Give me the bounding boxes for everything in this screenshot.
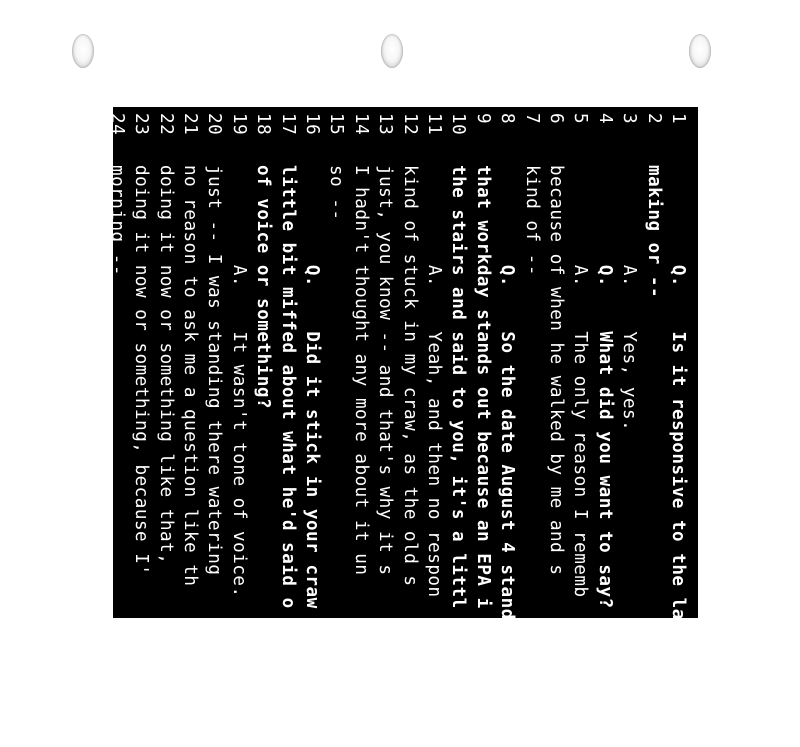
transcript-line <box>446 107 470 747</box>
line-text: I hadn't thought any more about it un <box>350 165 371 576</box>
transcript-line <box>129 107 153 747</box>
line-text: making or -- <box>643 165 664 299</box>
transcript-line <box>275 107 299 747</box>
line-text: A. Yeah, and then no respon <box>424 165 444 598</box>
line-number: 5 <box>570 113 591 125</box>
transcript-line <box>544 107 568 747</box>
transcript-line <box>300 107 324 747</box>
line-number: 21 <box>180 113 200 136</box>
transcript-line <box>373 107 397 747</box>
line-number: 24 <box>106 113 127 136</box>
line-number: 10 <box>448 113 469 136</box>
line-number: 16 <box>302 113 322 136</box>
line-text: that workday stands out because an EPA i <box>472 165 493 609</box>
line-text: kind of -- <box>521 165 542 276</box>
line-number: 17 <box>277 113 298 136</box>
line-number: 4 <box>594 113 615 125</box>
line-number: 11 <box>424 113 444 136</box>
transcript-line <box>324 107 348 747</box>
line-text: little bit miffed about what he'd said o <box>277 165 298 609</box>
line-text: the stairs and said to you, it's a littl <box>448 165 469 609</box>
line-text: of voice or something? <box>253 165 274 410</box>
line-text: A. It wasn't tone of voice. <box>228 165 249 598</box>
line-number: 1 <box>668 113 688 125</box>
line-text: Q. What did you want to say? <box>594 165 615 609</box>
transcript-line <box>251 107 275 747</box>
punch-hole-right <box>689 34 711 68</box>
line-text: so -- <box>326 165 347 221</box>
line-number: 22 <box>155 113 176 136</box>
line-number: 8 <box>497 113 518 125</box>
transcript-line <box>470 107 494 747</box>
line-number: 7 <box>521 113 542 125</box>
line-text: doing it now or something, because I' <box>131 165 152 576</box>
line-number: 9 <box>472 113 493 125</box>
line-number: 15 <box>326 113 347 136</box>
transcript-line <box>178 107 202 747</box>
line-text: A. Yes, yes. <box>619 165 640 432</box>
line-number: 23 <box>131 113 152 136</box>
transcript-line <box>519 107 543 747</box>
line-number: 3 <box>619 113 640 125</box>
line-number: 20 <box>204 113 225 136</box>
transcript-line <box>104 107 128 747</box>
transcript-line <box>202 107 226 747</box>
transcript-text <box>106 107 698 747</box>
line-text: Q. Is it responsive to the las <box>668 165 688 631</box>
transcript-line <box>617 107 641 747</box>
transcript-line <box>348 107 372 747</box>
line-number: 6 <box>546 113 566 125</box>
punch-hole-left <box>72 34 94 68</box>
line-number: 2 <box>643 113 664 125</box>
line-text: morning -- <box>106 165 127 276</box>
transcript-line <box>666 107 690 747</box>
transcript-line <box>592 107 616 747</box>
line-number: 13 <box>375 113 396 136</box>
line-text: just -- I was standing there watering <box>204 165 225 576</box>
line-number: 14 <box>350 113 371 136</box>
transcript-line <box>641 107 665 747</box>
line-text: because of when he walked by me and s <box>546 165 566 576</box>
line-number: 12 <box>399 113 420 136</box>
line-text: just, you know -- and that's why it s <box>375 165 396 576</box>
line-text: no reason to ask me a question like th <box>180 165 200 587</box>
line-text: Q. Did it stick in your craw b <box>302 165 322 631</box>
transcript-line <box>153 107 177 747</box>
line-number: 19 <box>228 113 249 136</box>
line-text: kind of stuck in my craw, as the old s <box>399 165 420 587</box>
transcript-line <box>397 107 421 747</box>
line-number: 18 <box>253 113 274 136</box>
transcript-line <box>226 107 250 747</box>
transcript-page <box>106 107 698 631</box>
transcript-line <box>422 107 446 747</box>
line-text: doing it now or something like that, <box>155 165 176 565</box>
punch-hole-center <box>381 34 403 68</box>
transcript-line <box>568 107 592 747</box>
line-text: Q. So the date August 4 stands <box>497 165 518 631</box>
line-text: A. The only reason I rememb <box>570 165 591 598</box>
transcript-line <box>495 107 519 747</box>
